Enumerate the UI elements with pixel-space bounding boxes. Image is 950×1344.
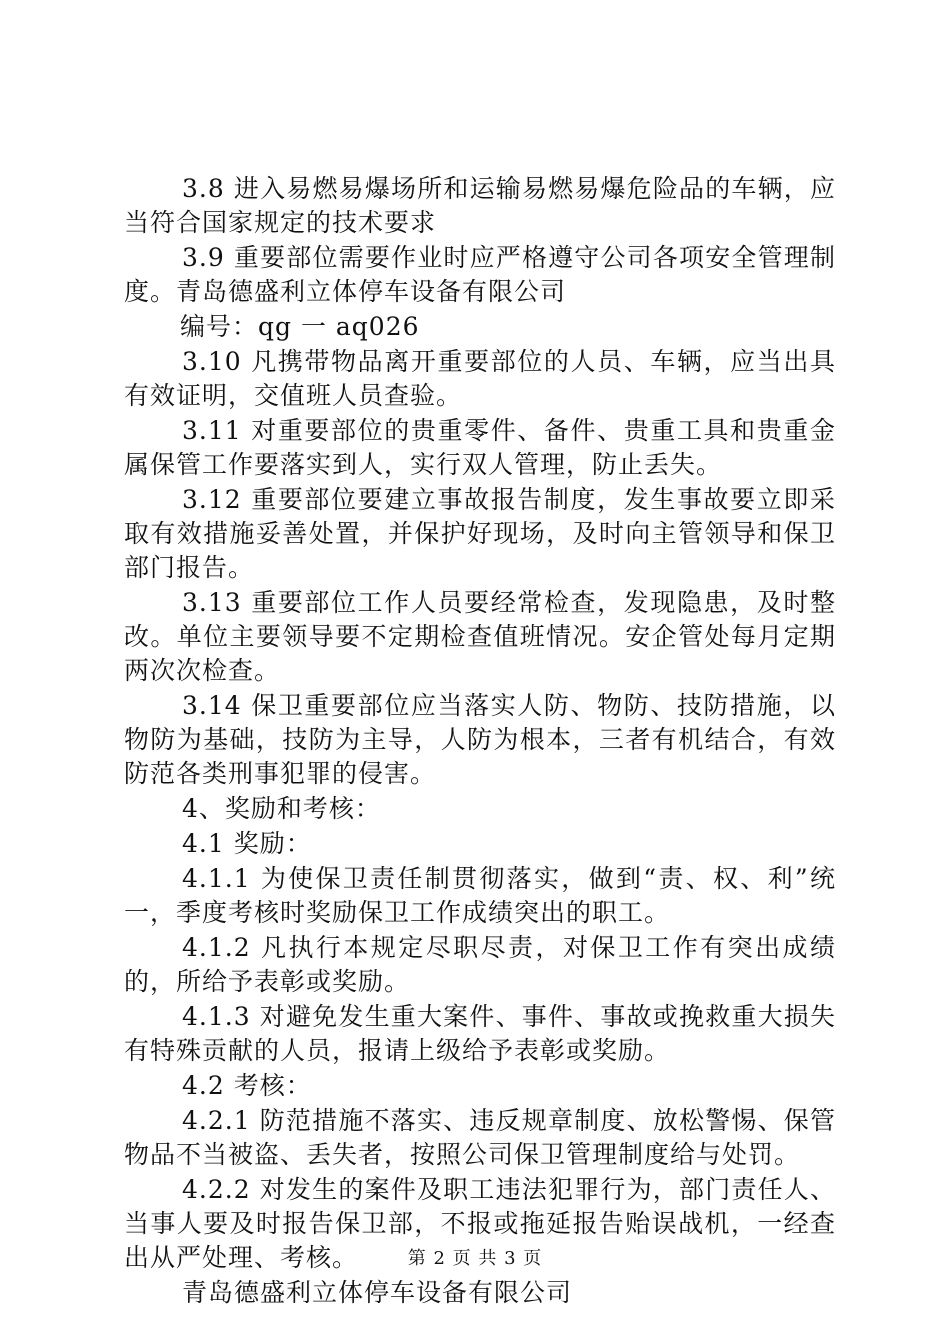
paragraph-3-13: 3.13 重要部位工作人员要经常检查，发现隐患，及时整改。单位主要领导要不定期检查值班情况。安企管处每月定期两次次检查。 [124,588,836,685]
section-4-1-heading: 4.1 奖励： [182,829,312,858]
paragraph-3-14: 3.14 保卫重要部位应当落实人防、物防、技防措施，以物防为基础，技防为主导，人防为根本，三者有机结合，有效防范各类刑事犯罪的侵害。 [124,691,836,788]
section-4-2-heading: 4.2 考核： [182,1071,312,1100]
paragraph-4-1-1: 4.1.1 为使保卫责任制贯彻落实，做到“责、权、利”统一，季度考核时奖励保卫工作成绩突出的职工。 [124,864,836,927]
section-4-heading: 4、奖励和考核： [182,794,381,823]
paragraph-3-9: 3.9 重要部位需要作业时应严格遵守公司各项安全管理制度。青岛德盛利立体停车设备有限公司 [124,243,836,306]
paragraph-4-1-3: 4.1.3 对避免发生重大案件、事件、事故或挽救重大损失有特殊贡献的人员，报请上级给予表彰或奖励。 [124,1002,836,1065]
company-signature: 青岛德盛利立体停车设备有限公司 [182,1278,573,1307]
paragraph-3-11: 3.11 对重要部位的贵重零件、备件、贵重工具和贵重金属保管工作要落实到人，实行双人管理，防止丢失。 [124,416,836,479]
paragraph-3-8: 3.8 进入易燃易爆场所和运输易燃易爆危险品的车辆，应当符合国家规定的技术要求 [124,174,836,237]
paragraph-4-2-2: 4.2.2 对发生的案件及职工违法犯罪行为，部门责任人、当事人要及时报告保卫部，不报或拖延报告贻误战机，一经查出从严处理、考核。 [124,1175,836,1272]
paragraph-3-10: 3.10 凡携带物品离开重要部位的人员、车辆，应当出具有效证明，交值班人员查验。 [124,347,836,410]
document-body [124,172,836,1311]
document-number: 编号：qg 一 aq026 [180,312,420,341]
page-indicator: 第 2 页 共 3 页 [407,1248,543,1269]
paragraph-3-12: 3.12 重要部位要建立事故报告制度，发生事故要立即采取有效措施妥善处置，并保护好现场，及时向主管领导和保卫部门报告。 [124,485,836,582]
paragraph-4-1-2: 4.1.2 凡执行本规定尽职尽责，对保卫工作有突出成绩的，所给予表彰或奖励。 [124,933,836,996]
paragraph-4-2-1: 4.2.1 防范措施不落实、违反规章制度、放松警惕、保管物品不当被盗、丢失者，按照公司保卫管理制度给与处罚。 [124,1106,836,1169]
